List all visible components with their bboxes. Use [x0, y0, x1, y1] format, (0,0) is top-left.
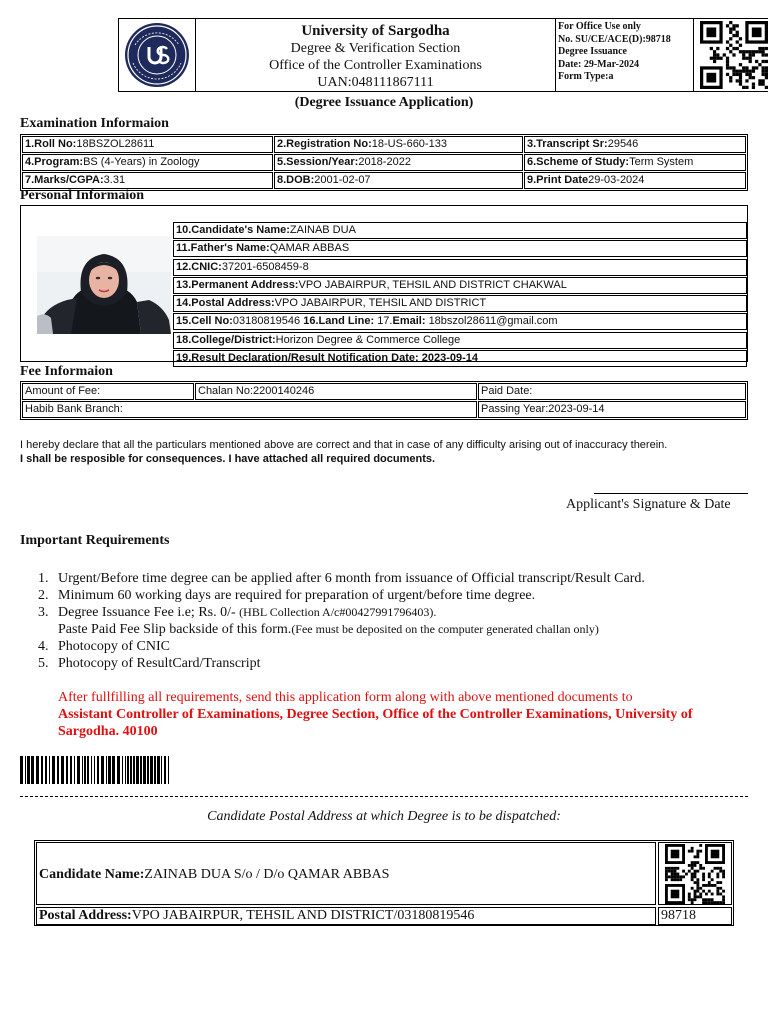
roll-no-cell: 1.Roll No:18BSZOL28611 — [22, 136, 273, 153]
personal-info-table — [20, 205, 748, 365]
list-item: 1. Urgent/Before time degree can be applied after 6 month from issuance of Official transcript/Result Card. — [38, 571, 645, 586]
university-seal-icon — [125, 23, 189, 87]
college-district-cell: 18.College/District:Horizon Degree & Commerce College — [173, 332, 747, 349]
transcript-sr-cell: 3.Transcript Sr:29546 — [524, 136, 746, 153]
declaration-text — [20, 438, 748, 466]
list-item: 5. Photocopy of ResultCard/Transcript — [38, 656, 261, 671]
postal-candidate-name: Candidate Name:ZAINAB DUA S/o / D/o QAMAR ABBAS — [36, 842, 656, 905]
amount-of-fee-cell: Amount of Fee: — [22, 383, 194, 400]
office-use-label: For Office Use only — [558, 21, 641, 32]
postal-qr-code — [658, 842, 732, 905]
declaration-line-bold: I shall be resposible for consequences. I have attached all required documents. — [20, 453, 436, 465]
office-use-type: Degree Issuance — [558, 46, 627, 58]
bank-branch-cell: Habib Bank Branch: — [22, 401, 477, 418]
candidate-name-cell: 10.Candidate's Name:ZAINAB DUA — [173, 222, 747, 239]
requirements-title: Important Requirements — [20, 533, 170, 548]
form-title: (Degree Issuance Application) — [294, 95, 474, 110]
list-item: 2. Minimum 60 working days are required for preparation of urgent/before time degree. — [38, 588, 536, 603]
exam-section-heading: Examination Informaion — [20, 116, 169, 131]
fee-section-heading: Fee Informaion — [20, 364, 113, 379]
university-logo — [118, 18, 196, 92]
table-row — [22, 154, 746, 171]
candidate-photo — [37, 236, 171, 334]
signature-line — [594, 493, 748, 494]
postal-code: 98718 — [658, 907, 732, 925]
table-row — [22, 401, 746, 418]
table-row — [22, 136, 746, 153]
barcode-icon — [20, 756, 170, 784]
postal-address-cell: 14.Postal Address:VPO JABAIRPUR, TEHSIL AND DISTRICT — [173, 295, 747, 312]
passing-year-cell: Passing Year:2023-09-14 — [478, 401, 746, 418]
father-name-cell: 11.Father's Name:QAMAR ABBAS — [173, 240, 747, 257]
office-use-box — [556, 18, 694, 92]
cut-line — [20, 796, 748, 797]
section-name: Degree & Verification Section — [290, 41, 461, 56]
list-item: 3. Degree Issuance Fee i.e; Rs. 0/- (HBL Collection A/c#00427991796403). — [38, 605, 437, 620]
note-line: After fullfilling all requirements, send this application form along with above mentioned documents to — [58, 690, 633, 705]
qr-code-icon — [699, 21, 768, 89]
postal-address-box — [34, 840, 734, 926]
declaration-line: I hereby declare that all the particulars mentioned above are correct and that in case of any difficulty arising out of inaccuracy therein. — [20, 439, 668, 451]
header-qr-code — [694, 18, 768, 92]
note-address: Assistant Controller of Examinations, Degree Section, Office of the Controller Examinations, University of Sargodha. 40100 — [58, 707, 693, 739]
list-item-sub: Paste Paid Fee Slip backside of this form.(Fee must be deposited on the computer generated challan only) — [58, 622, 599, 637]
office-name: Office of the Controller Examinations — [269, 58, 482, 73]
cnic-cell: 12.CNIC:37201-6508459-8 — [173, 259, 747, 276]
marks-cgpa-cell: 7.Marks/CGPA:3.31 — [22, 172, 273, 189]
postal-address-line: Postal Address:VPO JABAIRPUR, TEHSIL AND DISTRICT/03180819546 — [36, 907, 656, 925]
office-use-date: Date: 29-Mar-2024 — [558, 58, 639, 70]
qr-code-icon — [659, 844, 731, 904]
scheme-of-study-cell: 6.Scheme of Study:Term System — [524, 154, 746, 171]
personal-section-heading: Personal Informaion — [20, 188, 145, 203]
document-header — [118, 18, 671, 92]
contact-cell: 15.Cell No:03180819546 16.Land Line: 17.Email: 18bszol28611@gmail.com — [173, 313, 747, 330]
registration-no-cell: 2.Registration No:18-US-660-133 — [274, 136, 523, 153]
header-title-block — [196, 18, 556, 92]
submission-note — [58, 689, 748, 740]
result-declaration-cell: 19.Result Declaration/Result Notification Date: 2023-09-14 — [173, 350, 747, 367]
university-name: University of Sargodha — [301, 23, 450, 39]
paid-date-cell: Paid Date: — [478, 383, 746, 400]
office-use-number: No. SU/CE/ACE(D):98718 — [558, 33, 671, 45]
table-row — [22, 383, 746, 400]
permanent-address-cell: 13.Permanent Address:VPO JABAIRPUR, TEHSIL AND DISTRICT CHAKWAL — [173, 277, 747, 294]
requirements-list — [38, 570, 645, 672]
print-date-cell: 9.Print Date29-03-2024 — [524, 172, 746, 189]
program-cell: 4.Program:BS (4-Years) in Zoology — [22, 154, 273, 171]
list-item: 4. Photocopy of CNIC — [38, 639, 170, 654]
fee-info-table — [20, 381, 748, 420]
office-use-form-type: Form Type:a — [558, 71, 614, 83]
chalan-no-cell: Chalan No:2200140246 — [195, 383, 477, 400]
session-year-cell: 5.Session/Year:2018-2022 — [274, 154, 523, 171]
dispatch-title: Candidate Postal Address at which Degree is to be dispatched: — [207, 809, 561, 824]
exam-info-table — [20, 134, 748, 191]
uan-number: UAN:048111867111 — [317, 75, 434, 90]
dob-cell: 8.DOB:2001-02-07 — [274, 172, 523, 189]
signature-label: Applicant's Signature & Date — [566, 497, 731, 512]
table-row — [22, 172, 746, 189]
personal-info-rows — [173, 222, 747, 368]
